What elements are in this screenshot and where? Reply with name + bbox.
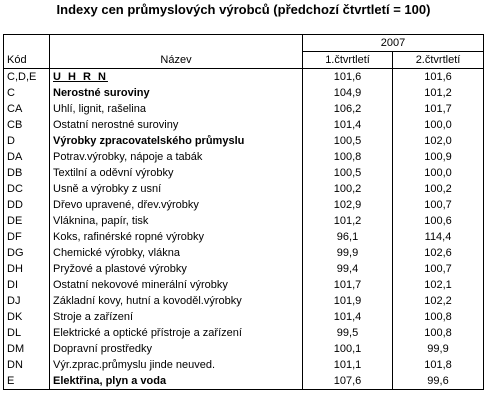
row-value-q2: 101,8 [393,357,484,373]
row-value-q1: 101,1 [303,357,393,373]
row-value-q1: 106,2 [303,101,393,117]
row-name: Dřevo upravené, dřev.výrobky [50,197,303,213]
table-row [4,181,484,197]
row-code: DL [4,325,50,341]
row-name: Vláknina, papír, tisk [50,213,303,229]
row-value-q1: 99,4 [303,261,393,277]
price-index-table [3,34,484,390]
row-code: DI [4,277,50,293]
row-value-q2: 102,2 [393,293,484,309]
table-row [4,357,484,373]
row-value-q1: 100,8 [303,149,393,165]
table-row [4,309,484,325]
row-value-q2: 101,7 [393,101,484,117]
row-name: Nerostné suroviny [50,85,303,101]
row-value-q2: 100,0 [393,165,484,181]
table-row [4,341,484,357]
row-name: Výr.zprac.průmyslu jinde neuved. [50,357,303,373]
row-value-q2: 101,6 [393,69,484,86]
table-row [4,261,484,277]
row-name: Ostatní nerostné suroviny [50,117,303,133]
row-value-q1: 104,9 [303,85,393,101]
table-row [4,229,484,245]
row-code: DJ [4,293,50,309]
row-value-q1: 96,1 [303,229,393,245]
row-code: DE [4,213,50,229]
row-code: DD [4,197,50,213]
row-value-q2: 100,7 [393,197,484,213]
table-row [4,245,484,261]
table-title: Indexy cen průmyslových výrobců (předchozí čtvrtletí = 100) [56,2,431,17]
row-value-q1: 100,2 [303,181,393,197]
row-code: DC [4,181,50,197]
row-value-q1: 102,9 [303,197,393,213]
row-value-q2: 100,8 [393,325,484,341]
row-value-q2: 99,6 [393,373,484,390]
total-label: U H R N [53,71,108,83]
row-name: Výrobky zpracovatelského průmyslu [50,133,303,149]
table-row [4,293,484,309]
table-row [4,197,484,213]
row-value-q1: 100,5 [303,165,393,181]
row-code: DN [4,357,50,373]
row-name: Usně a výrobky z usní [50,181,303,197]
row-name: Pryžové a plastové výrobky [50,261,303,277]
row-name: Koks, rafinérské ropné výrobky [50,229,303,245]
row-name: Základní kovy, hutní a kovoděl.výrobky [50,293,303,309]
row-code: DM [4,341,50,357]
row-value-q1: 99,5 [303,325,393,341]
row-code: DA [4,149,50,165]
row-code: DG [4,245,50,261]
row-code: DH [4,261,50,277]
row-value-q1: 101,4 [303,309,393,325]
row-value-q2: 101,2 [393,85,484,101]
row-code: CB [4,117,50,133]
table-row [4,277,484,293]
row-name: Textilní a oděvní výrobky [50,165,303,181]
row-value-q1: 101,7 [303,277,393,293]
column-header-year: 2007 [303,35,484,52]
table-row [4,165,484,181]
table-row [4,69,484,86]
row-value-q2: 102,6 [393,245,484,261]
column-header-nazev: Název [50,35,303,69]
table-row [4,85,484,101]
row-value-q2: 100,2 [393,181,484,197]
row-name: Uhlí, lignit, rašelina [50,101,303,117]
row-value-q2: 100,8 [393,309,484,325]
row-name: Potrav.výrobky, nápoje a tabák [50,149,303,165]
row-name: Chemické výrobky, vlákna [50,245,303,261]
table-row [4,373,484,390]
row-value-q2: 102,1 [393,277,484,293]
row-value-q2: 100,9 [393,149,484,165]
row-value-q2: 100,7 [393,261,484,277]
row-value-q2: 100,6 [393,213,484,229]
row-value-q1: 101,4 [303,117,393,133]
row-name: Ostatní nekovové minerální výrobky [50,277,303,293]
row-value-q2: 99,9 [393,341,484,357]
row-code: DK [4,309,50,325]
row-value-q1: 107,6 [303,373,393,390]
row-value-q1: 101,2 [303,213,393,229]
table-row [4,117,484,133]
column-header-q2: 2.čtvrtletí [393,52,484,69]
row-name: Elektřina, plyn a voda [50,373,303,390]
row-value-q1: 99,9 [303,245,393,261]
row-value-q2: 114,4 [393,229,484,245]
column-header-kod: Kód [4,35,50,69]
row-code: C [4,85,50,101]
row-value-q2: 102,0 [393,133,484,149]
row-name: Stroje a zařízení [50,309,303,325]
row-value-q2: 100,0 [393,117,484,133]
row-value-q1: 100,5 [303,133,393,149]
row-code: DB [4,165,50,181]
row-value-q1: 101,9 [303,293,393,309]
row-code: DF [4,229,50,245]
table-row [4,133,484,149]
row-name: Dopravní prostředky [50,341,303,357]
column-header-q1: 1.čtvrtletí [303,52,393,69]
row-code: CA [4,101,50,117]
row-code: D [4,133,50,149]
table-row [4,101,484,117]
table-row [4,213,484,229]
table-row [4,149,484,165]
row-name: Elektrické a optické přístroje a zařízení [50,325,303,341]
table-row [4,325,484,341]
row-value-q1: 100,1 [303,341,393,357]
row-code: C,D,E [4,69,50,86]
row-code: E [4,373,50,390]
row-name [50,69,303,86]
row-value-q1: 101,6 [303,69,393,86]
